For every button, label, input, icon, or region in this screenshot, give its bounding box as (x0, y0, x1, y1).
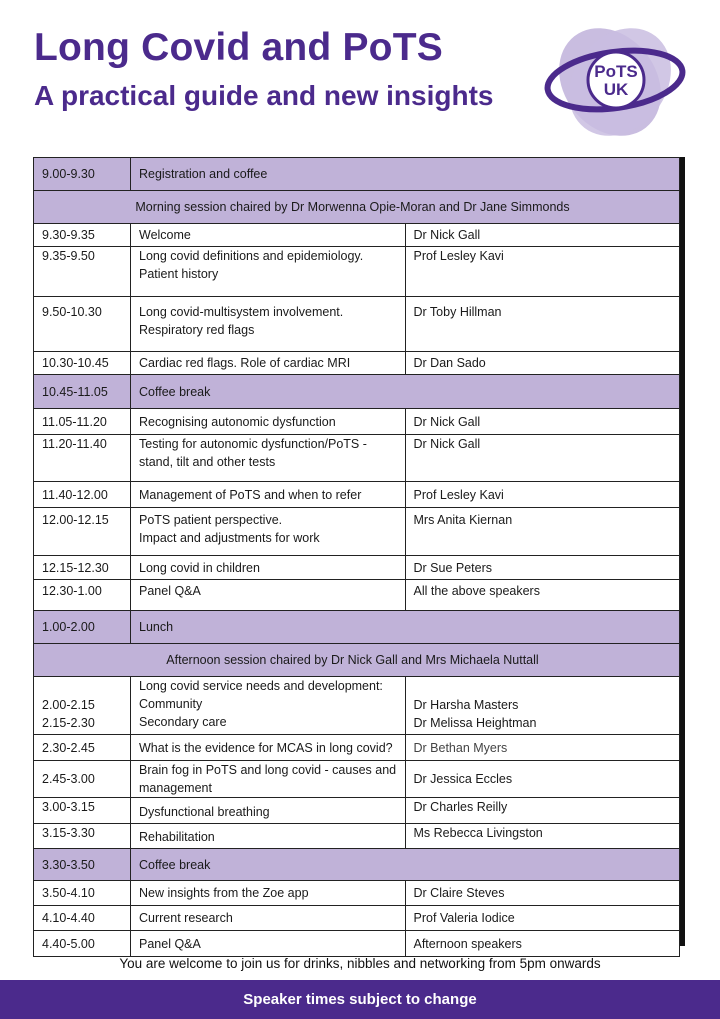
row-speaker: Prof Valeria Iodice (405, 906, 680, 931)
page-title: Long Covid and PoTS (34, 26, 443, 69)
title-line: Long covid service needs and development: (139, 679, 383, 693)
speaker-line: Dr Harsha Masters (413, 698, 519, 712)
table-row (34, 677, 680, 735)
table-row (34, 798, 680, 824)
row-speaker: Dr Nick Gall (405, 435, 680, 482)
title-line: Testing for autonomic dysfunction/PoTS - (139, 437, 367, 451)
table-row (34, 435, 680, 482)
row-title: New insights from the Zoe app (131, 881, 406, 906)
row-title: Lunch (131, 611, 680, 644)
table-row (34, 735, 680, 761)
speaker-line: Dr Melissa Heightman (413, 716, 537, 730)
row-speaker: All the above speakers (405, 580, 680, 611)
table-row (34, 375, 680, 409)
row-time: 1.00-2.00 (34, 611, 131, 644)
row-speaker: Prof Lesley Kavi (405, 482, 680, 508)
table-row (34, 482, 680, 508)
row-time: 4.40-5.00 (34, 931, 131, 957)
row-title: Management of PoTS and when to refer (131, 482, 406, 508)
row-speaker: Dr Jessica Eccles (405, 761, 680, 798)
row-time: 10.30-10.45 (34, 352, 131, 375)
row-time: 11.40-12.00 (34, 482, 131, 508)
row-title: Rehabilitation (131, 824, 406, 849)
row-speaker: Dr Claire Steves (405, 881, 680, 906)
title-line: Patient history (139, 267, 219, 281)
row-time: 4.10-4.40 (34, 906, 131, 931)
table-row (34, 824, 680, 849)
session-chair-row (34, 191, 680, 224)
row-time: 9.30-9.35 (34, 224, 131, 247)
row-speaker: Ms Rebecca Livingston (405, 824, 680, 849)
row-title: Brain fog in PoTS and long covid - causes and management (131, 761, 406, 798)
title-line: stand, tilt and other tests (139, 455, 276, 469)
row-title (131, 677, 406, 735)
row-speaker: Mrs Anita Kiernan (405, 508, 680, 556)
table-row (34, 409, 680, 435)
row-time: 3.50-4.10 (34, 881, 131, 906)
title-line: Long covid definitions and epidemiology. (139, 249, 364, 263)
row-speaker: Dr Bethan Myers (405, 735, 680, 761)
table-row (34, 906, 680, 931)
table-row (34, 580, 680, 611)
row-title: Recognising autonomic dysfunction (131, 409, 406, 435)
page-subtitle: A practical guide and new insights (34, 80, 494, 111)
row-time: 12.15-12.30 (34, 556, 131, 580)
row-time: 12.30-1.00 (34, 580, 131, 611)
table-row (34, 931, 680, 957)
row-title: Coffee break (131, 849, 680, 881)
time-line: 2.00-2.15 (42, 698, 95, 712)
table-row (34, 556, 680, 580)
schedule-frame (33, 157, 685, 951)
table-row (34, 247, 680, 297)
pots-uk-logo (540, 22, 690, 142)
row-time: 3.00-3.15 (34, 798, 131, 824)
row-speaker: Dr Toby Hillman (405, 297, 680, 352)
row-time: 11.20-11.40 (34, 435, 131, 482)
row-speaker: Dr Charles Reilly (405, 798, 680, 824)
row-title (131, 247, 406, 297)
row-title: Welcome (131, 224, 406, 247)
table-row (34, 761, 680, 798)
row-speaker (405, 677, 680, 735)
title-line: PoTS patient perspective. (139, 513, 283, 527)
row-title: Coffee break (131, 375, 680, 409)
time-line: 2.15-2.30 (42, 716, 95, 730)
table-row (34, 297, 680, 352)
title-line: Impact and adjustments for work (139, 531, 320, 545)
logo-text-uk: UK (603, 80, 629, 99)
row-title: Registration and coffee (131, 158, 680, 191)
row-time: 10.45-11.05 (34, 375, 131, 409)
row-time (34, 677, 131, 735)
afternoon-chair: Afternoon session chaired by Dr Nick Gall and Mrs Michaela Nuttall (34, 644, 680, 677)
row-time: 11.05-11.20 (34, 409, 131, 435)
row-title (131, 297, 406, 352)
row-title: Long covid in children (131, 556, 406, 580)
title-line: Community (139, 697, 203, 711)
title-line: Secondary care (139, 715, 227, 729)
table-row (34, 158, 680, 191)
row-time: 2.30-2.45 (34, 735, 131, 761)
row-title: Panel Q&A (131, 580, 406, 611)
drinks-note: You are welcome to join us for drinks, nibbles and networking from 5pm onwards (119, 956, 601, 971)
row-time: 3.15-3.30 (34, 824, 131, 849)
row-time: 2.45-3.00 (34, 761, 131, 798)
row-title: Current research (131, 906, 406, 931)
row-time: 9.00-9.30 (34, 158, 131, 191)
row-title: What is the evidence for MCAS in long covid? (131, 735, 406, 761)
row-speaker: Dr Nick Gall (405, 224, 680, 247)
table-row (34, 508, 680, 556)
row-title: Dysfunctional breathing (131, 798, 406, 824)
row-speaker: Afternoon speakers (405, 931, 680, 957)
row-speaker: Dr Dan Sado (405, 352, 680, 375)
row-title: Panel Q&A (131, 931, 406, 957)
row-speaker: Dr Sue Peters (405, 556, 680, 580)
table-row (34, 849, 680, 881)
table-row (34, 224, 680, 247)
table-row (34, 611, 680, 644)
table-row (34, 881, 680, 906)
table-row (34, 352, 680, 375)
row-title (131, 508, 406, 556)
row-time: 12.00-12.15 (34, 508, 131, 556)
morning-chair: Morning session chaired by Dr Morwenna Opie-Moran and Dr Jane Simmonds (34, 191, 680, 224)
row-title (131, 435, 406, 482)
title-line: Respiratory red flags (139, 323, 255, 337)
row-speaker: Prof Lesley Kavi (405, 247, 680, 297)
row-time: 3.30-3.50 (34, 849, 131, 881)
row-time: 9.35-9.50 (34, 247, 131, 297)
title-line: Long covid-multisystem involvement. (139, 305, 344, 319)
row-title: Cardiac red flags. Role of cardiac MRI (131, 352, 406, 375)
row-time: 9.50-10.30 (34, 297, 131, 352)
schedule-table (33, 157, 680, 957)
logo-text-pots: PoTS (594, 62, 638, 81)
row-speaker: Dr Nick Gall (405, 409, 680, 435)
footer-banner: Speaker times subject to change (0, 980, 720, 1019)
session-chair-row (34, 644, 680, 677)
